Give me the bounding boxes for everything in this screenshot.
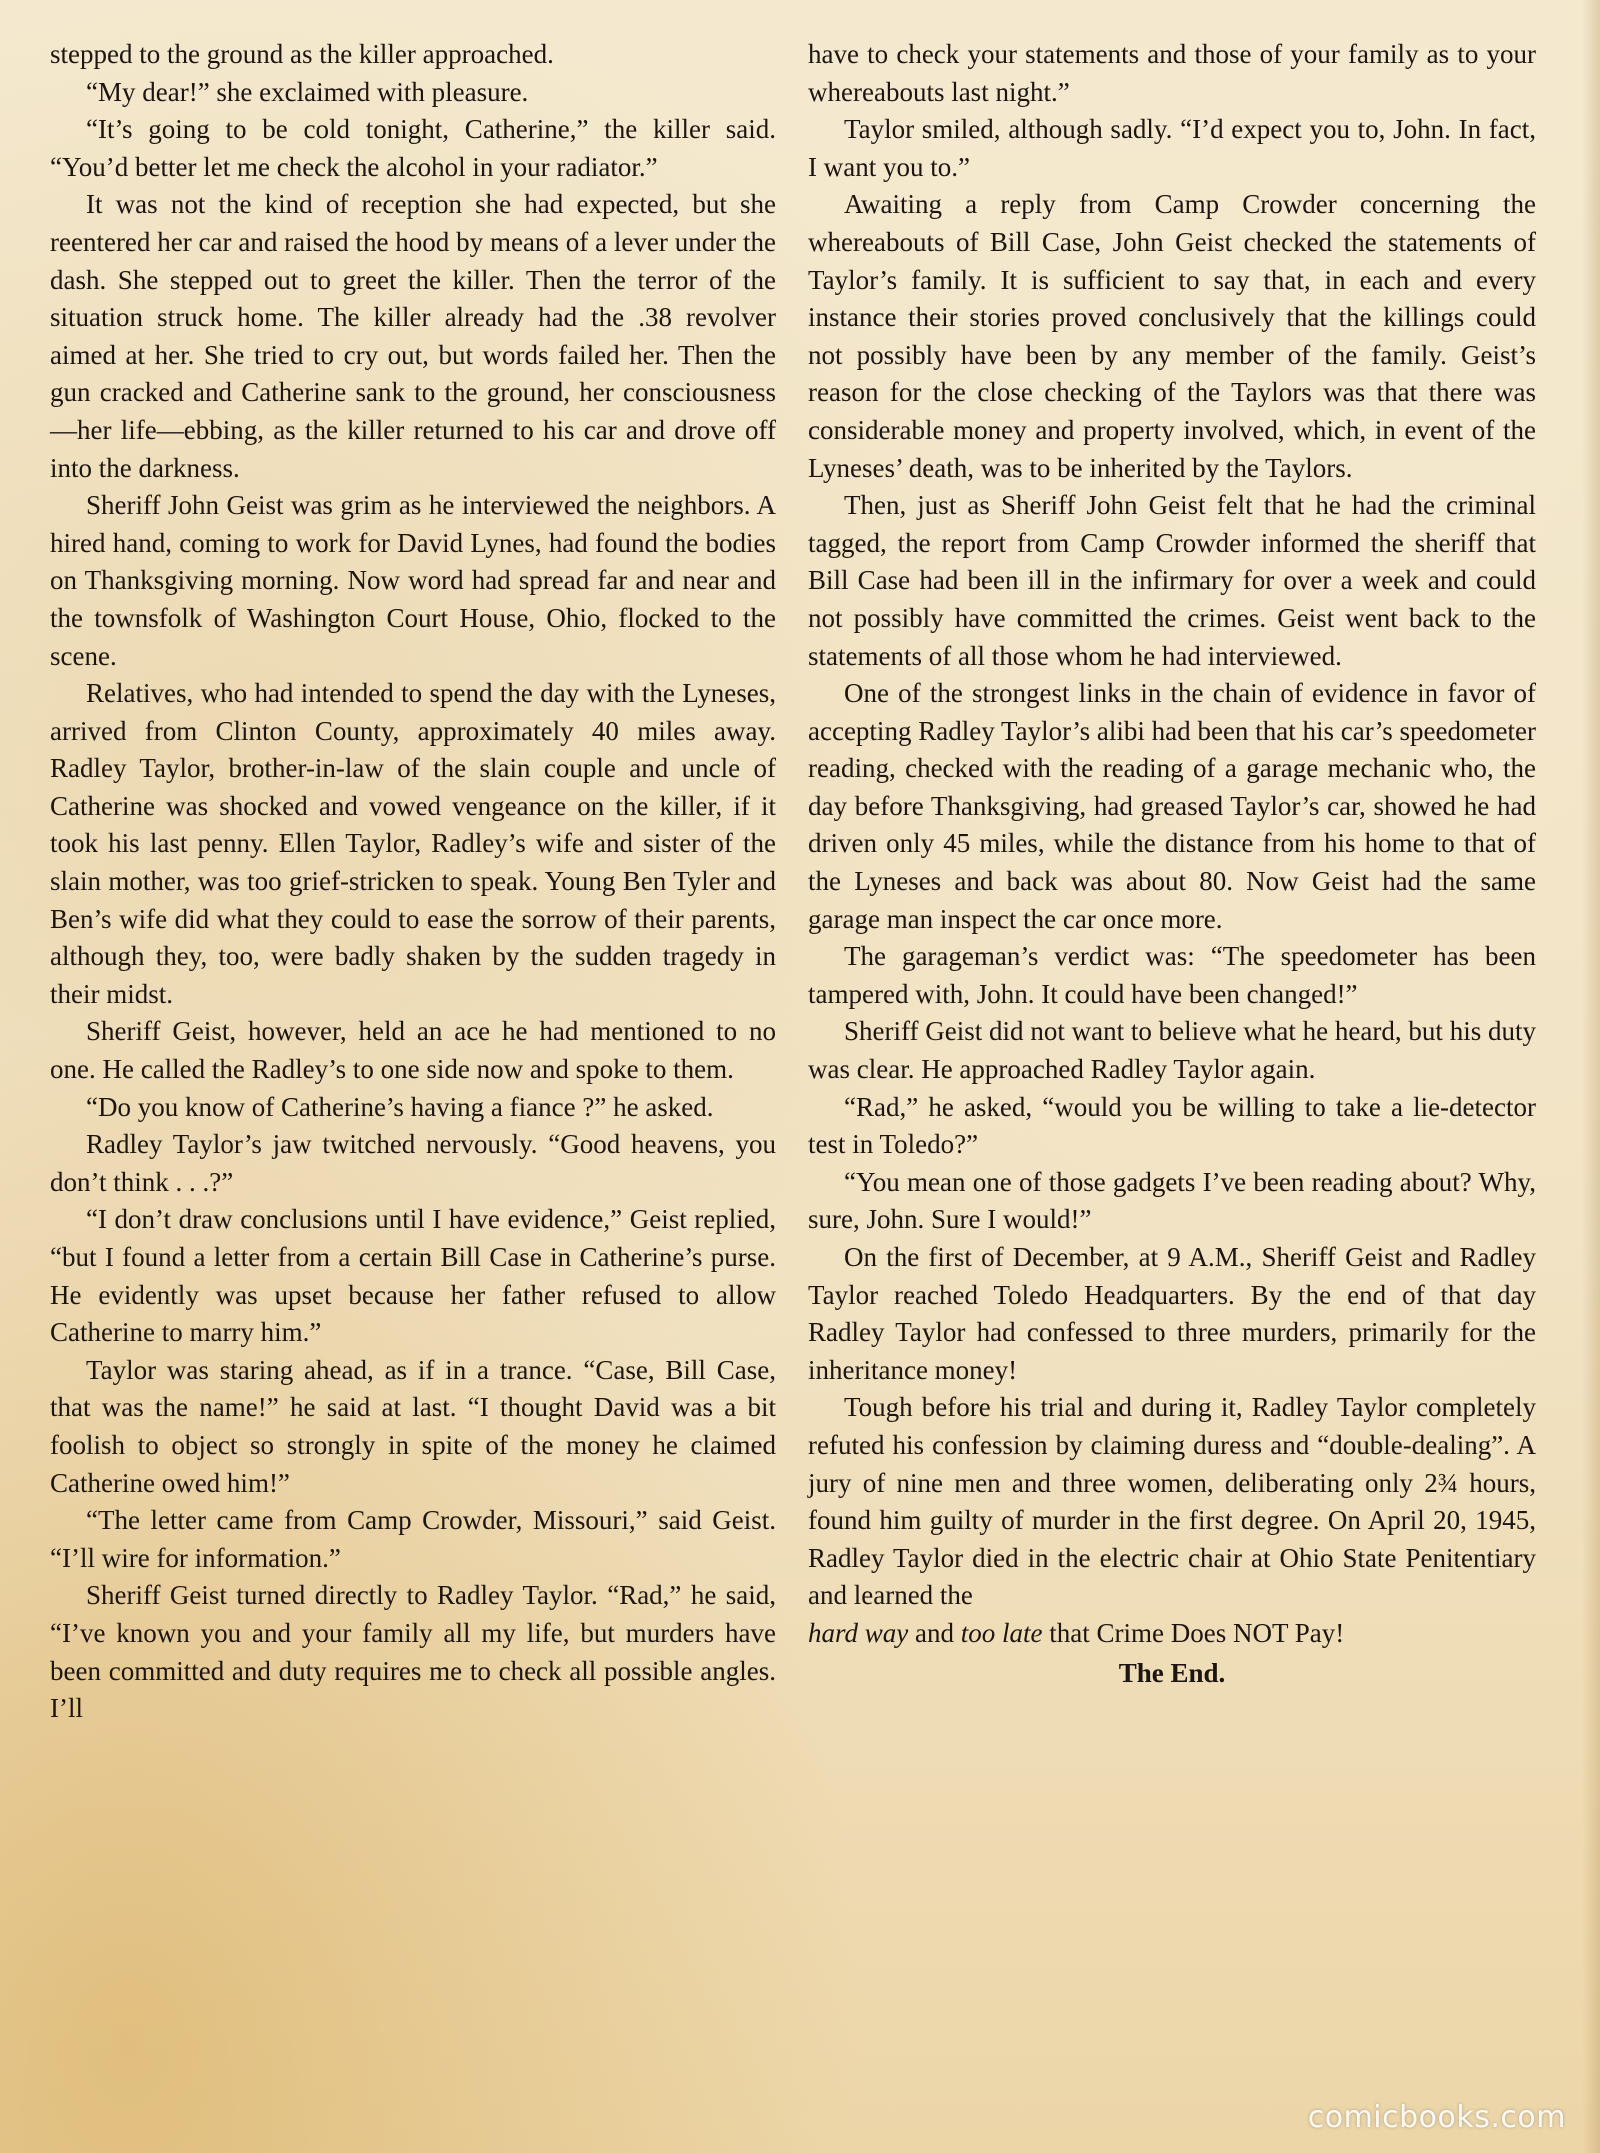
paragraph: Awaiting a reply from Camp Crowder concerning the whereabouts of Bill Case, John Geist checked the statements of Taylor’s family. It is sufficient to say that, in each and every instance their stories proved conclusively that the killings could not possibly have been by any member of the family. Geist’s reason for the close checking of the Taylors was that there was considerable money and property involved, which, in event of the Lyneses’ death, was to be inherited by the Taylors. xyxy=(808,189,1536,483)
watermark: comicbooks.com xyxy=(1307,2100,1566,2135)
paragraph: “Rad,” he asked, “would you be willing to take a lie-detector test in Toledo?” xyxy=(808,1091,1536,1160)
paragraph: “Do you know of Catherine’s having a fiance ?” he asked. xyxy=(86,1091,714,1122)
italic-phrase: too late xyxy=(960,1617,1043,1648)
paragraph: Tough before his trial and during it, Radley Taylor completely refuted his confession by claiming duress and “double-dealing”. A jury of nine men and three women, deliberating only 2¾ hours, found him guilty of murder in the first degree. On April 20, 1945, Radley Taylor died in the electric chair at Ohio State Penitentiary and learned the xyxy=(808,1392,1536,1611)
paragraph: “It’s going to be cold tonight, Catherine,” the killer said. “You’d better let me check the alcohol in your radiator.” xyxy=(50,114,776,182)
paragraph: Sheriff John Geist was grim as he interviewed the neighbors. A hired hand, coming to work for David Lynes, had found the bodies on Thanksgiving morning. Now word had spread far and near and the townsfolk of Washington Court House, Ohio, flocked to the scene. xyxy=(50,490,776,671)
paragraph: Taylor smiled, although sadly. “I’d expect you to, John. In fact, I want you to.” xyxy=(808,114,1536,182)
italic-phrase: hard way xyxy=(808,1617,909,1648)
paragraph: Relatives, who had intended to spend the day with the Lyneses, arrived from Clinton County, approximately 40 miles away. Radley Taylor, brother-in-law of the slain couple and uncle of Catherine was shocked and vowed vengeance on the killer, if it took his last penny. Ellen Taylor, Radley’s wife and sister of the slain mother, was too grief-stricken to speak. Young Ben Tyler and Ben’s wife did what they could to ease the sorrow of their parents, although they, too, were badly shaken by the sudden tragedy in their midst. xyxy=(50,678,776,1009)
paragraph: It was not the kind of reception she had expected, but she reentered her car and raised the hood by means of a lever under the dash. She stepped out to greet the killer. Then the terror of the situation struck home. The killer already had the .38 revolver aimed at her. She tried to cry out, but words failed her. Then the gun cracked and Catherine sank to the ground, her consciousness—her life—ebbing, as the killer returned to his car and drove off into the darkness. xyxy=(50,189,776,483)
closing-text: that Crime Does NOT Pay! xyxy=(1042,1617,1345,1648)
closing-text: and xyxy=(908,1617,961,1648)
paragraph: “I don’t draw conclusions until I have evidence,” Geist replied, “but I found a letter from a certain Bill Case in Catherine’s purse. He evidently was upset because her father refused to allow Catherine to marry him.” xyxy=(50,1204,776,1348)
paragraph: Taylor was staring ahead, as if in a trance. “Case, Bill Case, that was the name!” he said at last. “I thought David was a bit foolish to object so strongly in spite of the money he claimed Catherine owed him!” xyxy=(50,1354,776,1498)
paragraph: Radley Taylor’s jaw twitched nervously. “Good heavens, you don’t think . . .?” xyxy=(50,1129,776,1197)
right-text-column xyxy=(808,36,1536,1692)
paragraph: Then, just as Sheriff John Geist felt that he had the criminal tagged, the report from Camp Crowder informed the sheriff that Bill Case had been ill in the infirmary for over a week and could not possibly have committed the crimes. Geist went back to the statements of all those whom he had interviewed. xyxy=(808,490,1536,671)
paragraph: Sheriff Geist, however, held an ace he had mentioned to no one. He called the Radley’s to one side now and spoke to them. xyxy=(50,1016,776,1085)
paragraph: “You mean one of those gadgets I’ve been reading about? Why, sure, John. Sure I would!” xyxy=(808,1166,1536,1235)
paragraph: Sheriff Geist turned directly to Radley Taylor. “Rad,” he said, “I’ve known you and your family all my life, but murders have been committed and duty requires me to check all possible angles. I’ll xyxy=(50,1580,776,1724)
paragraph: On the first of December, at 9 A.M., Sheriff Geist and Radley Taylor reached Toledo Headquarters. By the end of that day Radley Taylor had confessed to three murders, primarily for the inheritance money! xyxy=(808,1242,1536,1385)
paragraph: The garageman’s verdict was: “The speedometer has been tampered with, John. It could have been changed!” xyxy=(808,941,1536,1009)
paragraph: One of the strongest links in the chain of evidence in favor of accepting Radley Taylor’s alibi had been that his car’s speedometer reading, checked with the reading of a garage mechanic who, the day before Thanksgiving, had greased Taylor’s car, showed he had driven only 45 miles, while the distance from his home to that of the Lyneses and back was about 80. Now Geist had the same garage man inspect the car once more. xyxy=(808,678,1536,934)
closing-line xyxy=(808,1615,1536,1653)
the-end-label: The End. xyxy=(1118,1657,1226,1688)
left-text-column xyxy=(50,36,776,1728)
paragraph: “The letter came from Camp Crowder, Missouri,” said Geist. “I’ll wire for information.” xyxy=(50,1505,776,1573)
paragraph: Sheriff Geist did not want to believe what he heard, but his duty was clear. He approached Radley Taylor again. xyxy=(808,1016,1536,1085)
page-edge-shadow xyxy=(1582,0,1600,2153)
paragraph: have to check your statements and those of your family as to your whereabouts last night.” xyxy=(808,39,1536,107)
paragraph: “My dear!” she exclaimed with pleasure. xyxy=(86,76,529,107)
paragraph: stepped to the ground as the killer approached. xyxy=(50,39,554,69)
